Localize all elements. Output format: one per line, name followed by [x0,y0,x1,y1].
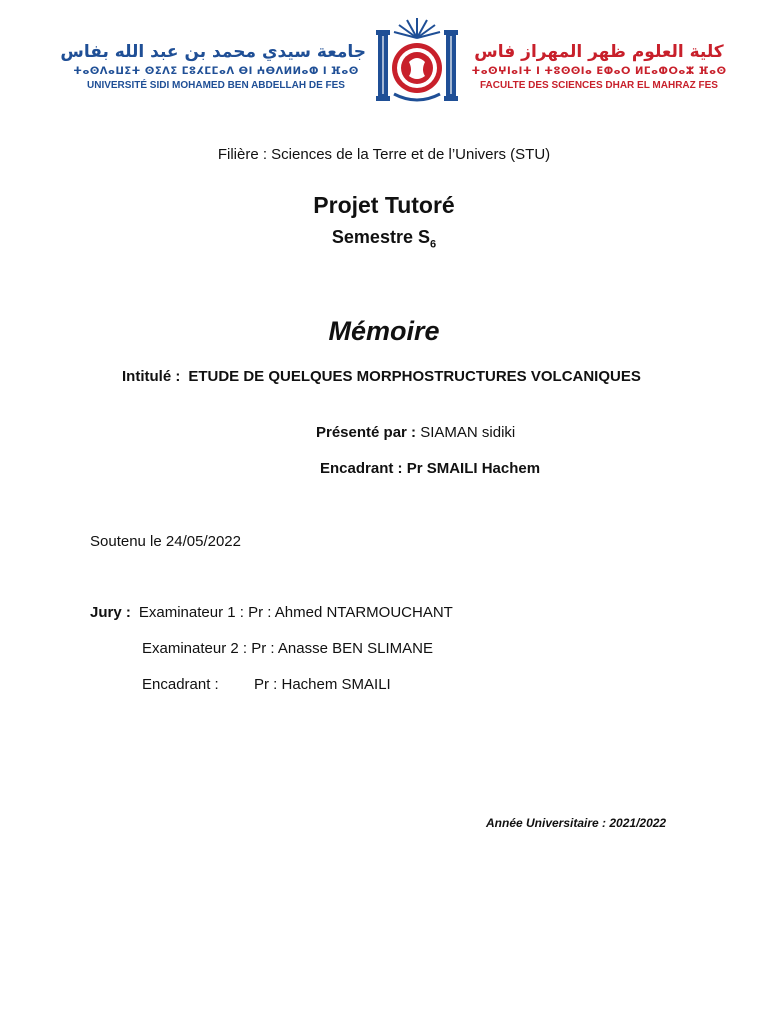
jury-line [90,604,453,621]
presente-label: Présenté par : [316,424,417,441]
soutenu-line [90,533,241,550]
encadrant-label: Encadrant : [320,460,403,477]
university-name-tifinagh: ⵜⴰⵙⴷⴰⵡⵉⵜ ⵙⵉⴷⵉ ⵎⵓⵃⵎⵎⴰⴷ ⴱⵏ ⵄⴱⴷⵍⵍⴰⵀ ⵏ ⴼⴰⵙ [73,66,359,77]
encadrant-value: Pr SMAILI Hachem [406,460,541,477]
examinateur1-value: Pr : Ahmed NTARMOUCHANT [248,604,453,621]
semestre-number: 6 [429,238,437,251]
jury-encadrant-line [142,676,391,693]
university-name-french: UNIVERSITÉ SIDI MOHAMED BEN ABDELLAH DE FES [87,80,345,91]
faculty-name-arabic: كلية العلوم ظهر المهراز فاس [474,42,724,62]
examinateur2-label: Examinateur 2 : [142,640,248,657]
memoire-heading: Mémoire [328,316,440,346]
jury-encadrant-value: Pr : Hachem SMAILI [254,676,391,693]
examinateur2-line [142,640,433,657]
examinateur2-value: Pr : Anasse BEN SLIMANE [251,640,433,657]
semestre-line [0,227,768,251]
faculty-name-tifinagh: ⵜⴰⵙⵖⵏⴰⵏⵜ ⵏ ⵜⵓⵙⵙⵏⴰ ⴹⵀⴰⵔ ⵍⵎⴰⵀⵔⴰⵣ ⴼⴰⵙ [471,66,727,77]
projet-title: Projet Tutoré [313,192,455,218]
soutenu-label: Soutenu le [90,533,162,550]
presente-value: SIAMAN sidiki [420,424,516,441]
intitule-label: Intitulé : [122,368,181,385]
faculty-name-french: FACULTE DES SCIENCES DHAR EL MAHRAZ FES [480,80,718,91]
encadrant-line [320,460,540,477]
jury-label: Jury : [90,604,131,621]
annee-universitaire: Année Universitaire : 2021/2022 [486,816,667,830]
university-emblem-logo [374,14,460,110]
presente-par-line [316,424,515,441]
intitule-value: ETUDE DE QUELQUES MORPHOSTRUCTURES VOLCANIQUES [188,368,641,385]
examinateur1-label: Examinateur 1 : [138,604,244,621]
soutenu-date: 24/05/2022 [165,533,241,550]
filiere-line: Filière : Sciences de la Terre et de l’Univers (STU) [217,146,551,163]
intitule-line [122,368,641,385]
university-name-arabic: جامعة سيدي محمد بن عبد الله بفاس [60,42,366,62]
semestre-text: Semestre S [331,227,430,247]
jury-encadrant-label: Encadrant : [142,676,219,693]
